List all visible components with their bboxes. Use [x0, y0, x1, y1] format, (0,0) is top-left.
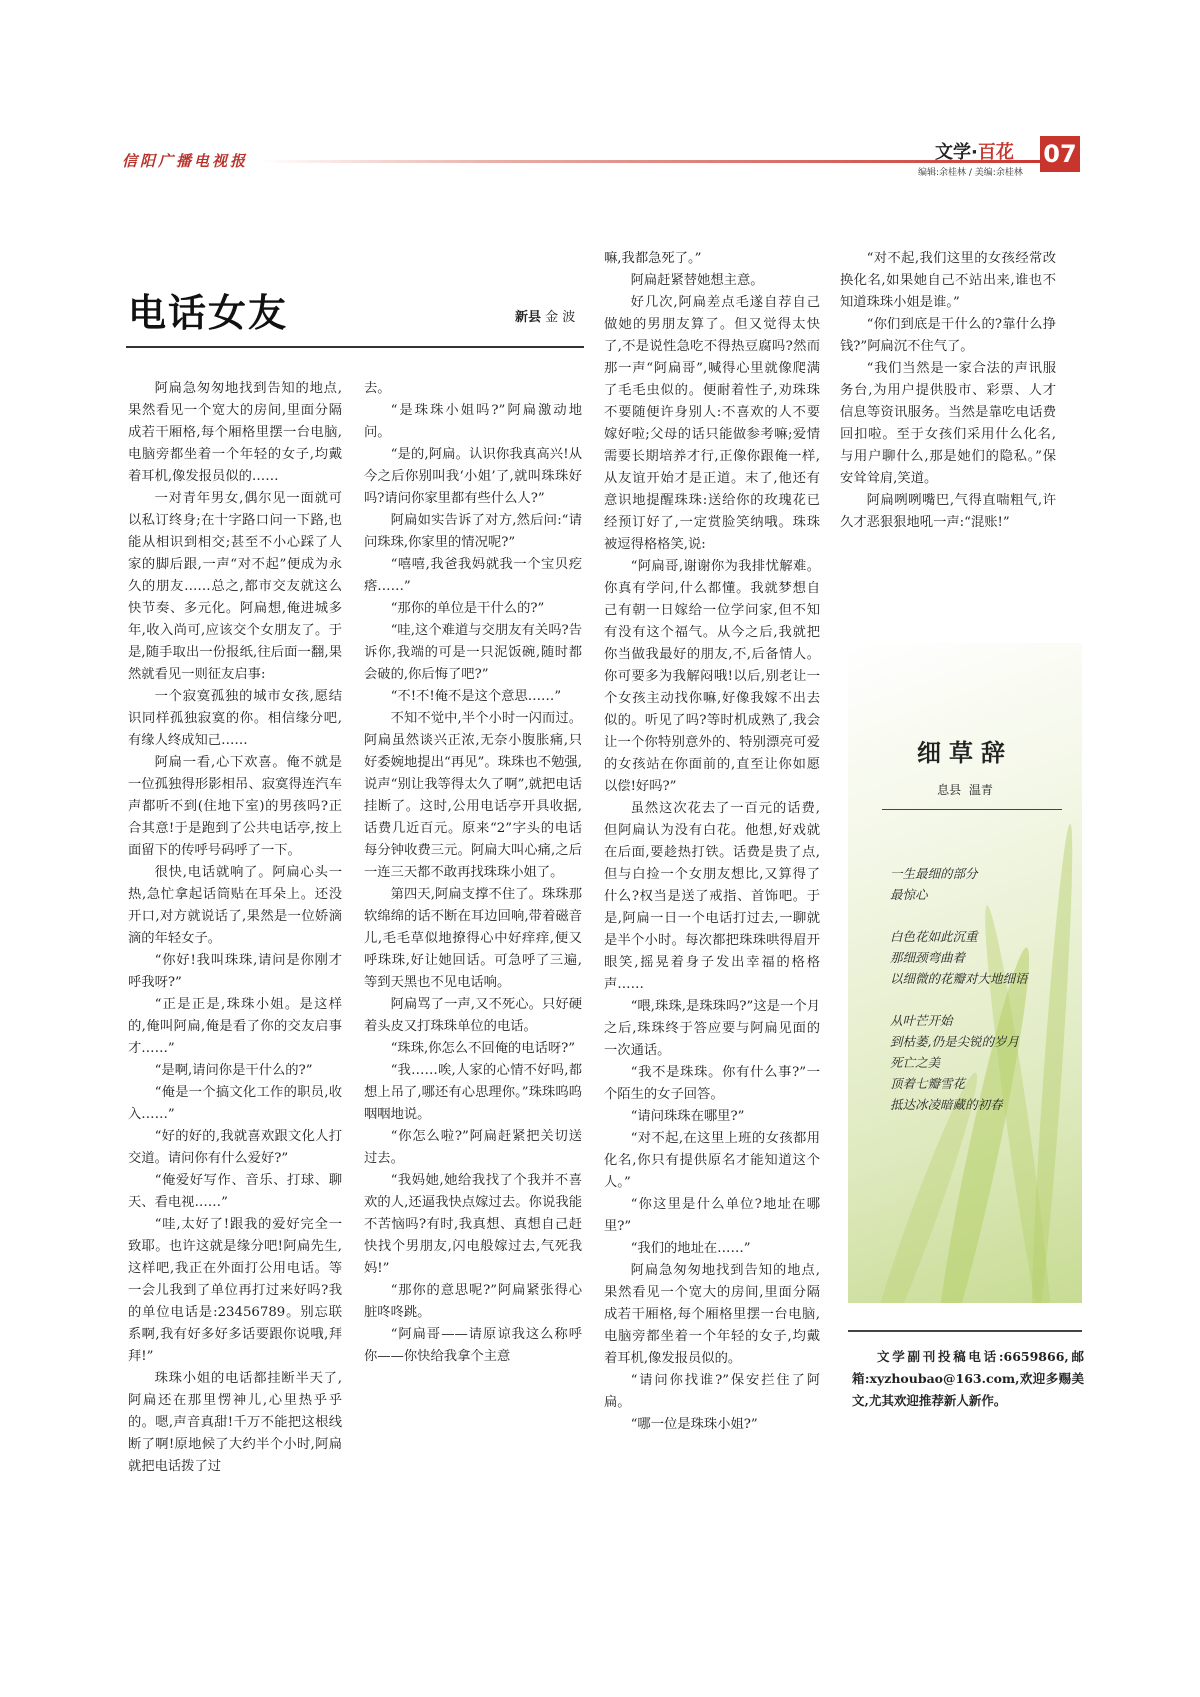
poem-line: 到枯萎,仍是尖锐的岁月: [890, 1034, 1019, 1049]
article-paragraph: 虽然这次花去了一百元的话费,但阿扁认为没有白花。他想,好戏就在后面,要趁热打铁。话费是贵了点,但与白捡一个女朋友想比,又算得了什么?权当是送了戒指、首饰吧。于是,阿扁一日一个电话打过去,一聊就是半个小时。每次都把珠珠哄得眉开眼笑,摇晃着身子发出幸福的格格声……: [604, 801, 820, 992]
article-paragraph: 很快,电话就响了。阿扁心头一热,急忙拿起话筒贴在耳朵上。还没开口,对方就说话了,果然是一位娇滴滴的年轻女子。: [128, 865, 342, 946]
article-column-3: [604, 248, 820, 1436]
article-paragraph: 一对青年男女,偶尔见一面就可以私订终身;在十字路口问一下路,也能从相识到相交;甚至不小心踩了人家的脚后跟,一声“对不起”便成为永久的朋友……总之,都市交友就这么快节奏、多元化。阿扁想,俺进城多年,收入尚可,应该交个女朋友了。于是,随手取出一份报纸,往后面一翻,果然就看见一则征友启事:: [128, 491, 342, 682]
poem-line: 从叶芒开始: [890, 1013, 953, 1028]
article-paragraph: 去。: [364, 381, 391, 396]
poem-body: [890, 863, 1028, 1115]
stanza-gap: [890, 989, 1028, 1010]
article-paragraph: “俺是一个搞文化工作的职员,收入……”: [128, 1085, 342, 1122]
article-paragraph: “你怎么啦?”阿扁赶紧把关切送过去。: [364, 1129, 582, 1166]
poem-line: 死亡之美: [890, 1055, 941, 1070]
article-paragraph: “不!不!俺不是这个意思……”: [390, 689, 562, 704]
article-paragraph: 好几次,阿扁差点毛遂自荐自己做她的男朋友算了。但又觉得太快了,不是说性急吃不得热豆腐吗?然而那一声“阿扁哥”,喊得心里就像爬满了毛毛虫似的。便耐着性子,劝珠珠不要随便许身别人:不喜欢的人不要嫁好啦;父母的话只能做参考嘛;爱情需要长期培养才行,正像你跟俺一样,从友谊开始才是正道。末了,他还有意识地提醒珠珠:送给你的玫瑰花已经预订好了,一定赏脸笑纳哦。珠珠被逗得格格笑,说:: [604, 295, 820, 552]
byline-county: 新县: [515, 310, 542, 325]
article-paragraph: “嘻嘻,我爸我妈就我一个宝贝疙瘩……”: [364, 557, 582, 594]
article-paragraph: 阿扁急匆匆地找到告知的地点,果然看见一个宽大的房间,里面分隔成若干厢格,每个厢格里摆一台电脑,电脑旁都坐着一个年轻的女子,均戴着耳机,像发报员似的……: [128, 381, 342, 484]
article-paragraph: 一个寂寞孤独的城市女孩,愿结识同样孤独寂寞的你。相信缘分吧,有缘人终成知己……: [128, 689, 342, 748]
article-paragraph: “哪一位是珠珠小姐?”: [630, 1417, 758, 1432]
section-accent: 百花: [977, 142, 1014, 163]
poem-line: 最惊心: [890, 887, 928, 902]
article-title: 电话女友: [128, 291, 289, 335]
poem-line: 以细微的花瓣对大地细语: [890, 971, 1028, 986]
article-paragraph: “珠珠,你怎么不回俺的电话呀?”: [390, 1041, 576, 1056]
article-column-2: [364, 378, 582, 1368]
article-column-1: [128, 378, 342, 1478]
article-paragraph: “请问你找谁?”保安拦住了阿扁。: [604, 1373, 820, 1410]
article-paragraph: 阿扁赶紧替她想主意。: [630, 273, 764, 288]
article-paragraph: “请问珠珠在哪里?”: [630, 1109, 745, 1124]
article-paragraph: 阿扁骂了一声,又不死心。只好硬着头皮又打珠珠单位的电话。: [364, 997, 582, 1034]
poem-line: 抵达冰凌暗藏的初春: [890, 1097, 1003, 1112]
article-paragraph: “哇,太好了!跟我的爱好完全一致耶。也许这就是缘分吧!阿扁先生,这样吧,我正在外面打公用电话。等一会儿我到了单位再打过来好吗?我的单位电话是:23456789。别忘联系啊,我有好多好多话要跟你说哦,拜拜!”: [128, 1217, 342, 1364]
article-paragraph: 不知不觉中,半个小时一闪而过。阿扁虽然谈兴正浓,无奈小腹胀痛,只好委婉地提出“再见”。珠珠也不勉强,说声“别让我等得太久了啊”,就把电话挂断了。这时,公用电话亭开具收据,话费几近百元。原来“2”字头的电话每分钟收费三元。阿扁大叫心痛,之后一连三天都不敢再找珠珠小姐了。: [364, 711, 582, 880]
article-paragraph: 嘛,我都急死了。”: [604, 251, 702, 266]
article-paragraph: “喂,珠珠,是珠珠吗?”这是一个月之后,珠珠终于答应要与阿扁见面的一次通话。: [604, 999, 820, 1058]
submission-note: 文学副刊投稿电话:6659866,邮箱:xyzhoubao@163.com,欢迎多赐美文,尤其欢迎推荐新人新作。: [852, 1349, 1084, 1408]
article-paragraph: “阿扁哥,谢谢你为我排忧解难。你真有学问,什么都懂。我就梦想自己有朝一日嫁给一位学问家,但不知有没有这个福气。从今之后,我就把你当做我最好的朋友,不,后备情人。你可要多为我解闷哦!以后,别老让一个女孩主动找你嘛,好像我嫁不出去似的。听见了吗?等时机成熟了,我会让一个你特别意外的、特别漂亮可爱的女孩站在你面前的,直至让你如愿以偿!好吗?”: [604, 559, 820, 794]
article-paragraph: 阿扁急匆匆地找到告知的地点,果然看见一个宽大的房间,里面分隔成若干厢格,每个厢格里摆一台电脑,电脑旁都坐着一个年轻的女子,均戴着耳机,像发报员似的。: [604, 1263, 820, 1366]
title-rule: [126, 346, 584, 348]
article-paragraph: 阿扁咧咧嘴巴,气得直喘粗气,许久才恶狠狠地吼一声:“混账!”: [840, 493, 1056, 530]
poem-line: 白色花如此沉重: [890, 929, 978, 944]
poem-author-name: 温青: [968, 783, 993, 797]
article-paragraph: 阿扁一看,心下欢喜。俺不就是一位孤独得形影相吊、寂寞得连汽车声都听不到(住地下室)的男孩吗?正合其意!于是跑到了公共电话亭,按上面留下的传呼号码呼了一下。: [128, 755, 342, 858]
article-byline: [515, 306, 575, 325]
paper-name: 信阳广播电视报: [122, 152, 249, 170]
article-paragraph: “你们到底是干什么的?靠什么挣钱?”阿扁沉不住气了。: [840, 317, 1056, 354]
article-paragraph: “我们当然是一家合法的声讯服务台,为用户提供股市、彩票、人才信息等资讯服务。当然是靠吃电话费回扣啦。至于女孩们采用什么化名,与用户聊什么,那是她们的隐私。”保安耸耸肩,笑道。: [840, 361, 1056, 486]
page-number-badge: 07: [1040, 136, 1080, 172]
poem-rule: [882, 809, 1062, 810]
article-paragraph: “是珠珠小姐吗?”阿扁激动地问。: [364, 403, 582, 440]
article-column-4: [840, 248, 1056, 534]
byline-author: 金 波: [545, 310, 576, 325]
article-paragraph: “是的,阿扁。认识你我真高兴!从今之后你别叫我‘小姐’了,就叫珠珠好吗?请问你家里都有些什么人?”: [364, 447, 582, 506]
section-title: [935, 138, 1014, 164]
article-paragraph: “你这里是什么单位?地址在哪里?”: [604, 1197, 820, 1234]
article-paragraph: “是啊,请问你是干什么的?”: [154, 1063, 313, 1078]
poem-author: [848, 781, 1082, 798]
article-paragraph: “那你的单位是干什么的?”: [390, 601, 545, 616]
poem-line: 顶着七瓣雪花: [890, 1076, 966, 1091]
section-prefix: 文学·: [935, 142, 978, 163]
poem-author-county: 息县: [937, 783, 962, 797]
article-paragraph: “对不起,我们这里的女孩经常改换化名,如果她自己不站出来,谁也不知道珠珠小姐是谁。”: [840, 251, 1056, 310]
article-paragraph: “好的好的,我就喜欢跟文化人打交道。请问你有什么爱好?”: [128, 1129, 342, 1166]
poem-line: 一生最细的部分: [890, 866, 978, 881]
article-paragraph: “你好!我叫珠珠,请问是你刚才呼我呀?”: [128, 953, 342, 990]
article-paragraph: “我……唉,人家的心情不好吗,都想上吊了,哪还有心思理你。”珠珠呜呜咽咽地说。: [364, 1063, 582, 1122]
poem-line: 那细颈弯曲着: [890, 950, 966, 965]
article-paragraph: 阿扁如实告诉了对方,然后问:“请问珠珠,你家里的情况呢?”: [364, 513, 582, 550]
article-paragraph: “正是正是,珠珠小姐。是这样的,俺叫阿扁,俺是看了你的交友启事才……”: [128, 997, 342, 1056]
footer-rule: [848, 1330, 1082, 1332]
article-paragraph: “对不起,在这里上班的女孩都用化名,你只有提供原名才能知道这个人。”: [604, 1131, 820, 1190]
article-paragraph: 珠珠小姐的电话都挂断半天了,阿扁还在那里愣神儿,心里热乎乎的。嗯,声音真甜!千万不能把这根线断了啊!原地候了大约半个小时,阿扁就把电话拨了过: [128, 1371, 342, 1474]
editor-credits: 编辑:余桂林 / 美编:余桂林: [918, 168, 1023, 178]
article-paragraph: “我们的地址在……”: [630, 1241, 751, 1256]
article-paragraph: “哇,这个难道与交朋友有关吗?告诉你,我端的可是一只泥饭碗,随时都会破的,你后悔了吧?”: [364, 623, 582, 682]
article-paragraph: “我不是珠珠。你有什么事?”一个陌生的女子回答。: [604, 1065, 820, 1102]
article-paragraph: “我妈她,她给我找了个我并不喜欢的人,还逼我快点嫁过去。你说我能不苦恼吗?有时,我真想、真想自己赶快找个男朋友,闪电般嫁过去,气死我妈!”: [364, 1173, 582, 1276]
article-paragraph: 第四天,阿扁支撑不住了。珠珠那软绵绵的话不断在耳边回响,带着磁音儿,毛毛草似地撩得心中好痒痒,便又呼珠珠,好让她回话。可急呼了三遍,等到天黑也不见电话响。: [364, 887, 582, 990]
stanza-gap: [890, 905, 1028, 926]
poem-title: 细草辞: [917, 738, 1013, 767]
poem-box: [848, 643, 1082, 1303]
article-paragraph: “那你的意思呢?”阿扁紧张得心脏咚咚跳。: [364, 1283, 582, 1320]
article-paragraph: “俺爱好写作、音乐、打球、聊天、看电视……”: [128, 1173, 342, 1210]
article-paragraph: “阿扁哥——请原谅我这么称呼你——你快给我拿个主意: [364, 1327, 582, 1364]
masthead-divider: [260, 160, 1050, 163]
